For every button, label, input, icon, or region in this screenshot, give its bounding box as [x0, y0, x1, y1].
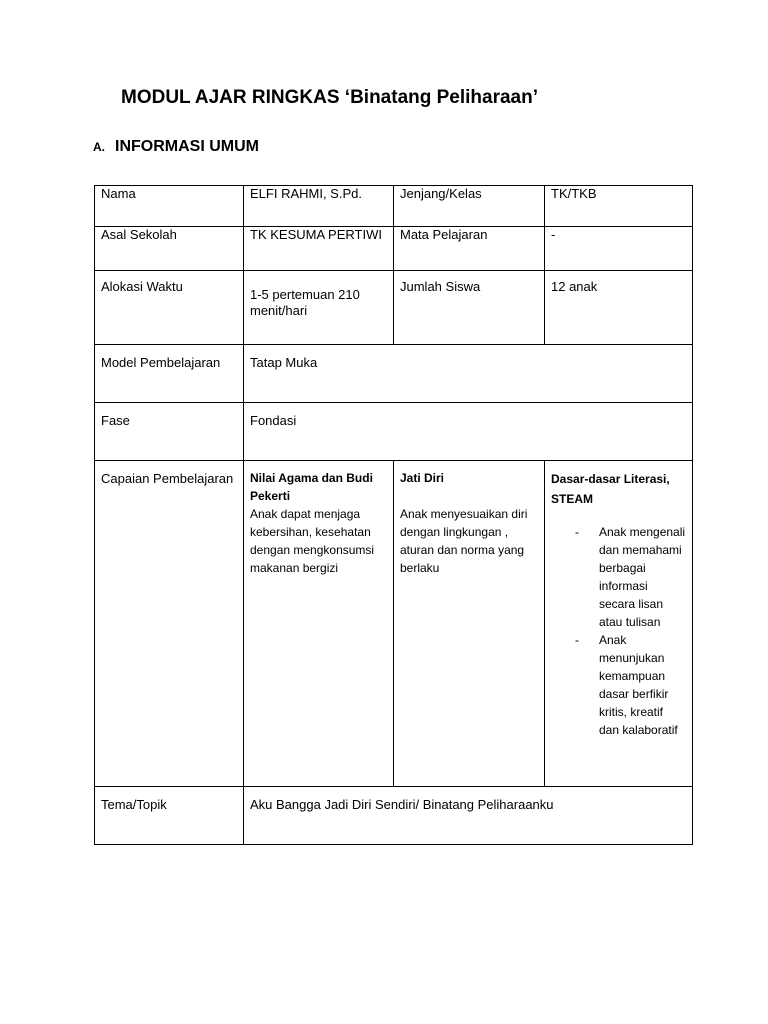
bullet-dash: - [575, 633, 579, 647]
value-model-pembelajaran: Tatap Muka [244, 345, 693, 403]
table-row [95, 345, 693, 403]
label-jumlah-siswa: Jumlah Siswa [394, 271, 545, 345]
label-mata-pelajaran: Mata Pelajaran [394, 227, 545, 271]
label-tema-topik: Tema/Topik [95, 787, 244, 845]
value-fase: Fondasi [244, 403, 693, 461]
label-jenjang-kelas: Jenjang/Kelas [394, 186, 545, 227]
label-nama: Nama [95, 186, 244, 227]
list-item [551, 523, 686, 631]
label-alokasi-waktu: Alokasi Waktu [95, 271, 244, 345]
capaian-agama-cell [244, 461, 394, 787]
bullet-dash: - [575, 525, 579, 539]
label-model-pembelajaran: Model Pembelajaran [95, 345, 244, 403]
capaian-literasi-cell [545, 461, 693, 787]
document-title: MODUL AJAR RINGKAS ‘Binatang Peliharaan’ [121, 87, 539, 108]
table-row [95, 227, 693, 271]
value-alokasi-waktu: 1-5 pertemuan 210 menit/hari [244, 271, 394, 345]
value-nama: ELFI RAHMI, S.Pd. [244, 186, 394, 227]
capaian-agama-heading: Nilai Agama dan Budi Pekerti [250, 471, 373, 503]
section-heading [93, 138, 259, 156]
value-jenjang-kelas: TK/TKB [545, 186, 693, 227]
capaian-jati-diri-heading: Jati Diri [400, 471, 445, 485]
info-table [94, 185, 693, 845]
table-row [95, 787, 693, 845]
value-jumlah-siswa: 12 anak [545, 271, 693, 345]
value-tema-topik: Aku Bangga Jadi Diri Sendiri/ Binatang Peliharaanku [244, 787, 693, 845]
section-title: INFORMASI UMUM [115, 138, 259, 155]
list-item-text: Anak menunjukan kemampuan dasar berfikir kritis, kreatif dan kalaboratif [599, 633, 678, 737]
capaian-jati-diri-cell [394, 461, 545, 787]
capaian-jati-diri-text: Anak menyesuaikan diri dengan lingkungan , aturan dan norma yang berlaku [400, 507, 528, 575]
table-row [95, 403, 693, 461]
list-item-text: Anak mengenali dan memahami berbagai informasi secara lisan atau tulisan [599, 525, 686, 629]
label-fase: Fase [95, 403, 244, 461]
table-row [95, 186, 693, 227]
label-asal-sekolah: Asal Sekolah [95, 227, 244, 271]
value-asal-sekolah: TK KESUMA PERTIWI [244, 227, 394, 271]
section-letter: A. [93, 140, 105, 154]
value-mata-pelajaran: - [545, 227, 693, 271]
capaian-agama-text: Anak dapat menjaga kebersihan, kesehatan dengan mengkonsumsi makanan bergizi [250, 507, 375, 575]
table-row [95, 461, 693, 787]
capaian-literasi-list [551, 523, 686, 739]
table-row [95, 271, 693, 345]
label-capaian-pembelajaran: Capaian Pembelajaran [95, 461, 244, 787]
list-item [551, 631, 686, 739]
capaian-literasi-heading: Dasar-dasar Literasi, STEAM [551, 472, 670, 506]
